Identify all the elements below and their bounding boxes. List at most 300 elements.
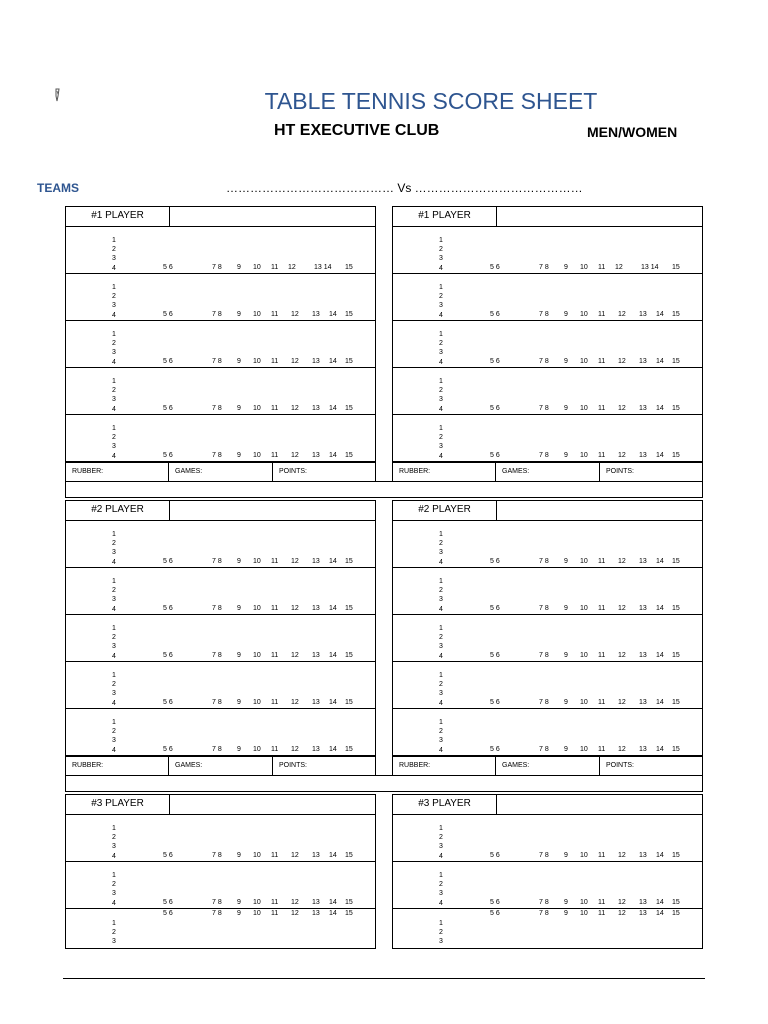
game-row[interactable] (66, 662, 375, 709)
scale-number: 7 8 (212, 311, 222, 318)
games-label[interactable]: GAMES: (169, 757, 273, 775)
scale-number: 14 (656, 311, 664, 318)
scale-number: 5 6 (490, 652, 500, 659)
player-label: #2 PLAYER (393, 501, 497, 520)
scale-number: 13 (312, 699, 320, 706)
scale-number: 14 (329, 699, 337, 706)
scale-number: 7 8 (212, 558, 222, 565)
game-number: 4 (439, 852, 443, 860)
scale-number: 7 8 (212, 264, 222, 271)
game-numbers (439, 424, 443, 461)
scale-number: 10 (580, 264, 588, 271)
scale-number: 13 (312, 358, 320, 365)
scale-number: 12 (291, 452, 299, 459)
scale-number: 9 (564, 558, 568, 565)
game-numbers (112, 330, 116, 367)
scale-number: 9 (564, 652, 568, 659)
game-number: 1 (439, 378, 443, 385)
game-number: 2 (112, 834, 116, 842)
scale-number: 15 (345, 652, 353, 659)
scale-number: 11 (271, 899, 279, 906)
scale-number: 14 (329, 652, 337, 659)
scale-number: 15 (345, 910, 353, 917)
game-number: 1 (112, 578, 116, 585)
scale-number: 14 (329, 558, 337, 565)
scale-number: 15 (345, 605, 353, 612)
game-row[interactable] (66, 321, 375, 368)
scale-number: 14 (656, 452, 664, 459)
player-panel (65, 206, 376, 482)
game-row[interactable] (393, 415, 702, 462)
games-label[interactable]: GAMES: (169, 463, 273, 481)
scale-number: 15 (672, 311, 680, 318)
game-number: 4 (439, 746, 443, 754)
scale-number: 10 (253, 746, 261, 753)
scale-number: 14 (329, 605, 337, 612)
scale-number: 9 (564, 899, 568, 906)
player-header (393, 795, 702, 815)
game-numbers (439, 377, 443, 414)
scale-number: 13 (312, 910, 320, 917)
scale-number: 12 (291, 405, 299, 412)
game-row[interactable] (66, 415, 375, 462)
game-numbers (112, 671, 116, 708)
scale-number: 15 (672, 746, 680, 753)
scale-number: 7 8 (212, 405, 222, 412)
scale-number: 7 8 (212, 910, 222, 917)
game-number: 4 (112, 452, 116, 460)
game-number: 3 (439, 349, 443, 357)
game-number: 1 (112, 825, 116, 832)
scale-number: 15 (672, 264, 680, 271)
game-number: 1 (112, 625, 116, 632)
game-numbers (112, 530, 116, 567)
scale-number: 9 (564, 452, 568, 459)
scale-number: 12 (618, 699, 626, 706)
game-number: 3 (439, 443, 443, 451)
game-numbers (439, 330, 443, 367)
game-number: 4 (439, 264, 443, 272)
scale-number: 7 8 (212, 746, 222, 753)
scale-number: 13 (639, 605, 647, 612)
scale-number: 10 (580, 852, 588, 859)
scale-number: 5 6 (163, 558, 173, 565)
game-row[interactable] (66, 274, 375, 321)
scale-number: 5 6 (163, 311, 173, 318)
game-number: 1 (439, 719, 443, 726)
game-number: 2 (112, 387, 116, 395)
scale-number: 15 (345, 558, 353, 565)
scale-number: 9 (237, 652, 241, 659)
scale-number: 11 (598, 652, 606, 659)
points-label[interactable]: POINTS: (606, 468, 635, 475)
scale-number: 15 (672, 605, 680, 612)
game-numbers (112, 824, 116, 861)
game-number: 2 (439, 540, 443, 548)
scale-number: 15 (345, 746, 353, 753)
scale-number: 12 (618, 405, 626, 412)
scale-number: 13 (312, 605, 320, 612)
game-numbers (439, 824, 443, 861)
game-number: 1 (439, 578, 443, 585)
player-name-field[interactable] (497, 795, 702, 814)
game-number: 3 (439, 549, 443, 557)
scale-number: 7 8 (539, 699, 549, 706)
scale-number: 12 (291, 910, 299, 917)
scale-number: 10 (580, 910, 588, 917)
player-header (66, 795, 375, 815)
scale-number: 10 (580, 358, 588, 365)
game-numbers (112, 377, 116, 414)
game-number: 1 (439, 531, 443, 538)
game-number: 3 (112, 737, 116, 745)
game-number: 2 (112, 246, 116, 254)
scale-number: 11 (598, 899, 606, 906)
game-row[interactable] (66, 709, 375, 756)
game-number: 2 (439, 387, 443, 395)
scale-number: 12 (618, 558, 626, 565)
scale-number: 11 (271, 558, 279, 565)
game-number: 4 (439, 899, 443, 907)
scale-number: 10 (253, 264, 261, 271)
scale-number: 12 (618, 652, 626, 659)
scale-number: 15 (672, 558, 680, 565)
scale-number: 15 (672, 899, 680, 906)
scale-number: 5 6 (490, 358, 500, 365)
scale-number: 5 6 (490, 910, 500, 917)
scale-number: 10 (253, 452, 261, 459)
game-number: 3 (112, 549, 116, 557)
games-label[interactable]: GAMES: (496, 463, 600, 481)
player-header (66, 207, 375, 227)
scale-number: 13 (639, 652, 647, 659)
scale-number: 10 (253, 899, 261, 906)
game-number: 2 (439, 881, 443, 889)
scale-number: 9 (237, 558, 241, 565)
game-row[interactable] (393, 568, 702, 615)
scale-number: 5 6 (490, 899, 500, 906)
scale-number: 14 (656, 605, 664, 612)
game-number: 3 (112, 255, 116, 263)
game-number: 3 (439, 396, 443, 404)
rubber-label[interactable]: RUBBER: (393, 757, 496, 775)
scale-number: 9 (564, 852, 568, 859)
game-number: 3 (439, 843, 443, 851)
scale-number: 13 14 (314, 264, 332, 271)
scale-number: 10 (253, 605, 261, 612)
game-numbers (112, 624, 116, 661)
rubber-label[interactable]: RUBBER: (66, 757, 169, 775)
game-numbers (439, 718, 443, 755)
game-number: 1 (439, 284, 443, 291)
game-number: 4 (112, 605, 116, 613)
game-number: 1 (112, 872, 116, 879)
game-row[interactable] (66, 368, 375, 415)
scale-number: 11 (271, 605, 279, 612)
scale-number: 7 8 (212, 452, 222, 459)
game-row[interactable] (393, 274, 702, 321)
game-number: 1 (112, 920, 116, 927)
scale-number: 15 (672, 699, 680, 706)
game-number: 1 (112, 672, 116, 679)
game-number: 3 (112, 396, 116, 404)
scale-number: 12 (291, 652, 299, 659)
game-number: 3 (112, 643, 116, 651)
scale-number: 5 6 (163, 358, 173, 365)
game-row[interactable] (393, 521, 702, 568)
game-numbers (112, 236, 116, 273)
footer-divider (63, 978, 705, 979)
scale-number: 11 (271, 405, 279, 412)
rubber-summary-row (66, 462, 375, 481)
scale-number: 15 (345, 899, 353, 906)
scale-number: 5 6 (163, 699, 173, 706)
game-number: 3 (112, 596, 116, 604)
scale-number: 5 6 (490, 405, 500, 412)
game-number: 2 (439, 834, 443, 842)
game-number: 2 (112, 881, 116, 889)
game-number: 1 (112, 425, 116, 432)
game-row[interactable] (66, 227, 375, 274)
scale-number: 15 (672, 358, 680, 365)
game-row[interactable] (393, 662, 702, 709)
game-number: 2 (112, 293, 116, 301)
scale-number: 10 (580, 558, 588, 565)
scale-number: 10 (580, 746, 588, 753)
game-number: 3 (439, 938, 443, 946)
scale-number: 10 (580, 452, 588, 459)
game-number: 4 (112, 358, 116, 366)
game-numbers (439, 283, 443, 320)
game-numbers (439, 530, 443, 567)
game-number: 1 (439, 425, 443, 432)
game-numbers (439, 236, 443, 273)
scale-number: 11 (271, 910, 279, 917)
scale-number: 12 (291, 852, 299, 859)
game-number: 1 (112, 237, 116, 244)
scale-number: 12 (618, 311, 626, 318)
scale-number: 7 8 (539, 452, 549, 459)
page-title: TABLE TENNIS SCORE SHEET (264, 88, 598, 114)
player-name-field[interactable] (170, 501, 375, 520)
game-row[interactable] (66, 568, 375, 615)
game-number: 4 (439, 358, 443, 366)
game-numbers (439, 871, 443, 908)
player-panel (65, 794, 376, 949)
points-label[interactable]: POINTS: (279, 762, 308, 769)
scale-number: 5 6 (490, 558, 500, 565)
scale-number: 14 (656, 910, 664, 917)
game-row[interactable] (393, 862, 702, 909)
game-number: 1 (112, 284, 116, 291)
scale-number: 14 (656, 852, 664, 859)
scale-number: 13 (312, 852, 320, 859)
category-label: MEN/WOMEN (587, 124, 678, 140)
scale-number: 5 6 (490, 699, 500, 706)
scale-number: 11 (271, 311, 279, 318)
game-number: 1 (439, 825, 443, 832)
rubber-summary-row (393, 462, 702, 481)
game-number: 4 (112, 405, 116, 413)
game-number: 2 (439, 434, 443, 442)
game-row[interactable] (393, 909, 702, 948)
scale-number: 12 (288, 264, 296, 271)
player-panel (392, 794, 703, 949)
scale-number: 13 (312, 405, 320, 412)
game-row[interactable] (66, 615, 375, 662)
player-name-field[interactable] (497, 207, 702, 226)
scale-number: 7 8 (539, 558, 549, 565)
scale-number: 9 (564, 405, 568, 412)
section-spacer (65, 775, 703, 792)
points-label[interactable]: POINTS: (279, 468, 308, 475)
scale-number: 14 (329, 746, 337, 753)
scale-number: 9 (237, 699, 241, 706)
game-numbers (112, 577, 116, 614)
game-number: 3 (112, 690, 116, 698)
player-name-field[interactable] (170, 207, 375, 226)
game-number: 2 (439, 587, 443, 595)
scale-number: 9 (564, 746, 568, 753)
game-number: 2 (439, 246, 443, 254)
player-header (66, 501, 375, 521)
scale-number: 12 (618, 605, 626, 612)
scale-number: 5 6 (163, 899, 173, 906)
scale-number: 11 (598, 605, 606, 612)
scale-number: 13 (312, 652, 320, 659)
game-number: 2 (439, 293, 443, 301)
player-label: #1 PLAYER (66, 207, 170, 226)
player-label: #3 PLAYER (66, 795, 170, 814)
scale-number: 15 (345, 311, 353, 318)
scale-number: 7 8 (539, 605, 549, 612)
game-number: 2 (112, 434, 116, 442)
scale-number: 10 (580, 699, 588, 706)
scale-number: 13 (312, 899, 320, 906)
game-number: 4 (439, 405, 443, 413)
game-number: 2 (112, 681, 116, 689)
scale-number: 13 (639, 558, 647, 565)
scale-number: 10 (253, 358, 261, 365)
scale-number: 5 6 (163, 605, 173, 612)
game-number: 1 (112, 719, 116, 726)
scale-number: 15 (345, 852, 353, 859)
game-row[interactable] (393, 615, 702, 662)
scale-number: 7 8 (212, 358, 222, 365)
player-name-field[interactable] (170, 795, 375, 814)
scale-number: 14 (329, 899, 337, 906)
scale-number: 13 (639, 405, 647, 412)
game-numbers (439, 671, 443, 708)
rubber-label[interactable]: RUBBER: (393, 463, 496, 481)
scale-number: 15 (345, 452, 353, 459)
game-row[interactable] (393, 227, 702, 274)
game-number: 4 (439, 605, 443, 613)
scale-number: 10 (580, 405, 588, 412)
game-number: 2 (112, 540, 116, 548)
scale-number: 12 (291, 899, 299, 906)
game-row[interactable] (66, 521, 375, 568)
scale-number: 7 8 (212, 652, 222, 659)
game-row[interactable] (393, 709, 702, 756)
game-number: 4 (112, 652, 116, 660)
game-number: 1 (439, 920, 443, 927)
points-label[interactable]: POINTS: (606, 762, 635, 769)
scale-number: 12 (618, 899, 626, 906)
game-number: 2 (439, 634, 443, 642)
scale-number: 7 8 (539, 910, 549, 917)
scale-number: 14 (329, 405, 337, 412)
games-label[interactable]: GAMES: (496, 757, 600, 775)
scale-number: 11 (598, 405, 606, 412)
scale-number: 5 6 (163, 405, 173, 412)
game-number: 2 (112, 587, 116, 595)
scale-number: 11 (271, 452, 279, 459)
scale-number: 7 8 (539, 264, 549, 271)
game-numbers (112, 919, 116, 947)
scale-number: 11 (271, 652, 279, 659)
scale-number: 14 (656, 699, 664, 706)
game-number: 1 (439, 237, 443, 244)
scale-number: 12 (618, 358, 626, 365)
game-number: 4 (112, 699, 116, 707)
game-number: 2 (112, 340, 116, 348)
game-number: 2 (439, 728, 443, 736)
game-row[interactable] (66, 909, 375, 948)
game-number: 2 (439, 929, 443, 937)
scale-number: 11 (598, 852, 606, 859)
scale-number: 9 (237, 605, 241, 612)
game-number: 2 (112, 929, 116, 937)
scale-number: 5 6 (490, 605, 500, 612)
game-number: 2 (112, 728, 116, 736)
rubber-label[interactable]: RUBBER: (66, 463, 169, 481)
scale-number: 7 8 (539, 405, 549, 412)
scale-number: 11 (598, 358, 606, 365)
scale-number: 14 (656, 652, 664, 659)
scale-number: 9 (237, 899, 241, 906)
section-spacer (65, 481, 703, 498)
scale-number: 13 (639, 852, 647, 859)
game-number: 3 (112, 843, 116, 851)
scale-number: 9 (237, 910, 241, 917)
game-number: 3 (112, 938, 116, 946)
game-row[interactable] (393, 321, 702, 368)
scale-number: 13 (312, 558, 320, 565)
game-row[interactable] (393, 368, 702, 415)
game-number: 4 (439, 699, 443, 707)
scale-number: 5 6 (163, 746, 173, 753)
game-numbers (112, 424, 116, 461)
game-number: 4 (439, 452, 443, 460)
player-name-field[interactable] (497, 501, 702, 520)
scale-number: 15 (672, 910, 680, 917)
game-row[interactable] (66, 862, 375, 909)
scale-number: 5 6 (163, 264, 173, 271)
scale-number: 12 (291, 311, 299, 318)
scale-number: 9 (564, 699, 568, 706)
scale-number: 7 8 (539, 899, 549, 906)
game-row[interactable] (393, 815, 702, 862)
rubber-summary-row (393, 756, 702, 775)
scale-number: 10 (253, 852, 261, 859)
game-row[interactable] (66, 815, 375, 862)
game-number: 3 (439, 302, 443, 310)
scale-number: 13 (312, 746, 320, 753)
scale-number: 12 (291, 605, 299, 612)
scale-number: 9 (564, 605, 568, 612)
game-number: 4 (112, 558, 116, 566)
